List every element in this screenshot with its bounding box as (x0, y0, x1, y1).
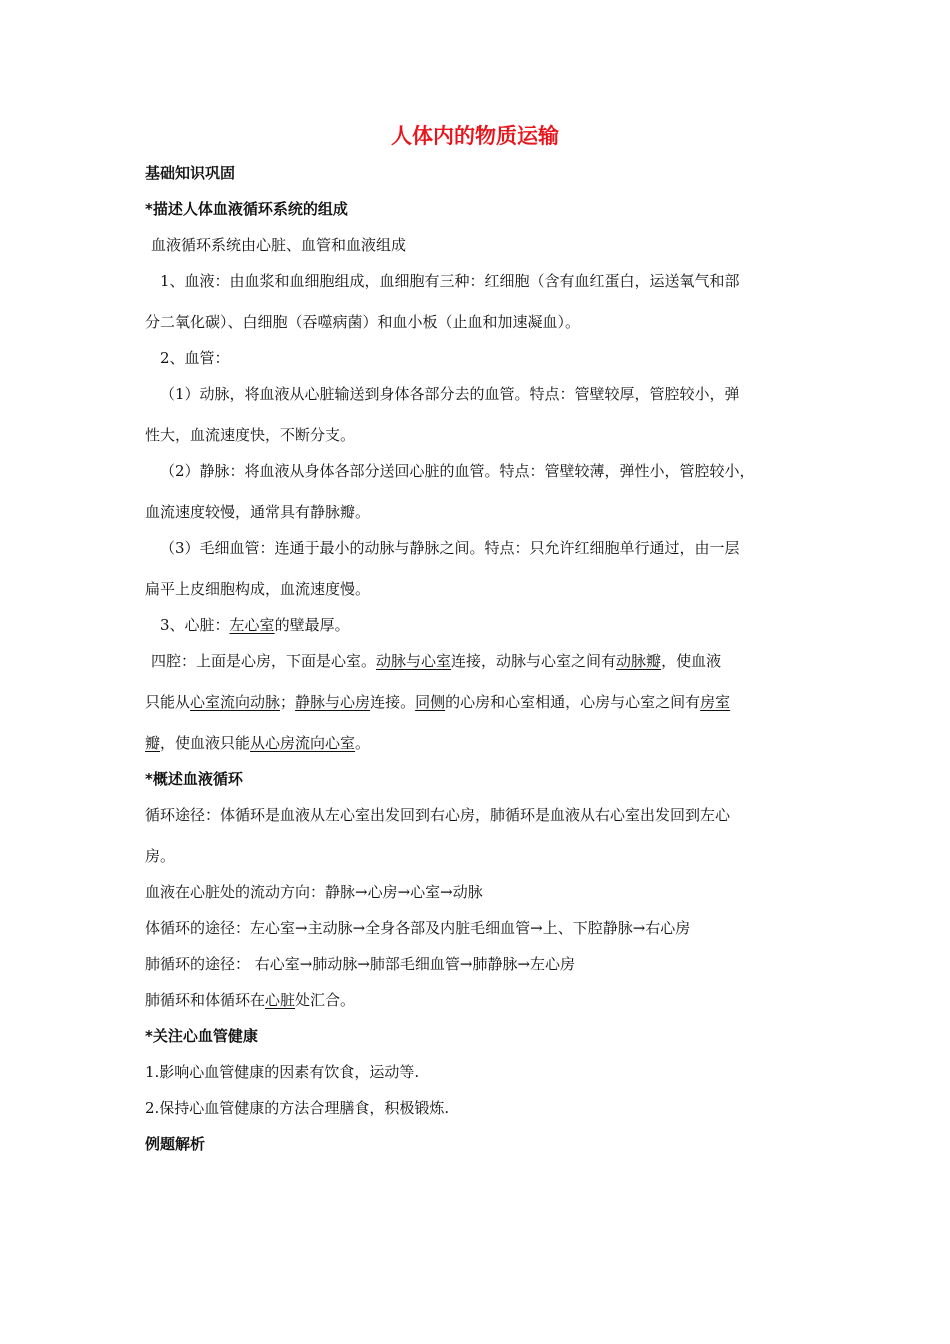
capillary-line-1: （3）毛细血管：连通于最小的动脉与静脉之间。特点：只允许红细胞单行通过，由一层 (160, 539, 740, 557)
heart-line (160, 614, 350, 636)
vein-line-2: 血流速度较慢，通常具有静脉瓣。 (145, 503, 371, 521)
cavities-text: ； (280, 693, 296, 711)
cavities-line-2 (145, 691, 730, 713)
heart-text: 3、心脏： (160, 616, 230, 634)
path-line-2: 房。 (145, 847, 176, 865)
heading-blood-circulation: *概述血液循环 (145, 770, 243, 788)
cavities-line-3 (145, 732, 370, 754)
vein-line-1: （2）静脉：将血液从身体各部分送回心脏的血管。特点：管壁较薄，弹性小，管腔较小， (160, 462, 755, 480)
artery-line-1: （1）动脉，将血液从心脏输送到身体各部分去的血管。特点：管壁较厚，管腔较小，弹 (160, 385, 740, 403)
cavities-text: ，使血液 (661, 652, 722, 670)
pulmonary-line: 肺循环的途径： 右心室→肺动脉→肺部毛细血管→肺静脉→左心房 (145, 955, 576, 973)
section-heading-basic: 基础知识巩固 (145, 164, 236, 182)
answer-heart: 心脏 (265, 991, 296, 1009)
flow-direction-line: 血液在心脏处的流动方向：静脉→心房→心室→动脉 (145, 883, 483, 901)
answer-arterial-valve: 动脉瓣 (616, 652, 662, 670)
answer-vein-atrium: 静脉与心房 (295, 693, 371, 711)
artery-line-2: 性大，血流速度快，不断分支。 (145, 426, 356, 444)
health-item-2: 2.保持心血管健康的方法合理膳食，积极锻炼. (145, 1099, 450, 1117)
answer-valve: 瓣 (145, 734, 161, 752)
cavities-text: 。 (355, 734, 371, 752)
capillary-line-2: 扁平上皮细胞构成，血流速度慢。 (145, 580, 371, 598)
cavities-text: 的心房和心室相通，心房与心室之间有 (445, 693, 701, 711)
meeting-text: 肺循环和体循环在 (145, 991, 266, 1009)
health-item-1: 1.影响心血管健康的因素有饮食，运动等. (145, 1063, 420, 1081)
vessels-line: 2、血管： (160, 349, 230, 367)
cavities-text: 连接，动脉与心室之间有 (451, 652, 617, 670)
heart-answer-left-ventricle: 左心室 (229, 616, 275, 634)
heading-circulatory-system: *描述人体血液循环系统的组成 (145, 200, 348, 218)
cavities-text: 四腔：上面是心房，下面是心室。 (151, 652, 377, 670)
cavities-line-1 (151, 650, 721, 672)
answer-same-side: 同侧 (415, 693, 446, 711)
meeting-line (145, 989, 355, 1011)
meeting-text: 处汇合。 (295, 991, 356, 1009)
answer-ventricle-to-artery: 心室流向动脉 (190, 693, 281, 711)
heading-cardiovascular-health: *关注心血管健康 (145, 1027, 258, 1045)
blood-line-1: 1、血液：由血浆和血细胞组成，血细胞有三种：红细胞（含有血红蛋白，运送氧气和部 (160, 272, 740, 290)
section-heading-examples: 例题解析 (145, 1135, 206, 1153)
answer-atrium-to-ventricle: 从心房流向心室 (250, 734, 356, 752)
intro-line: 血液循环系统由心脏、血管和血液组成 (151, 236, 407, 254)
cavities-text: 只能从 (145, 693, 191, 711)
cavities-text: ，使血液只能 (160, 734, 251, 752)
answer-artery-ventricle: 动脉与心室 (376, 652, 452, 670)
blood-line-2: 分二氧化碳）、白细胞（吞噬病菌）和血小板（止血和加速凝血）。 (145, 313, 581, 331)
page-title: 人体内的物质运输 (391, 124, 559, 148)
heart-text: 的壁最厚。 (274, 616, 350, 634)
cavities-text: 连接。 (370, 693, 416, 711)
systemic-line: 体循环的途径：左心室→主动脉→全身各部及内脏毛细血管→上、下腔静脉→右心房 (145, 919, 691, 937)
answer-atrioventricular: 房室 (700, 693, 731, 711)
path-line-1: 循环途径：体循环是血液从左心室出发回到右心房，肺循环是血液从右心室出发回到左心 (145, 806, 731, 824)
